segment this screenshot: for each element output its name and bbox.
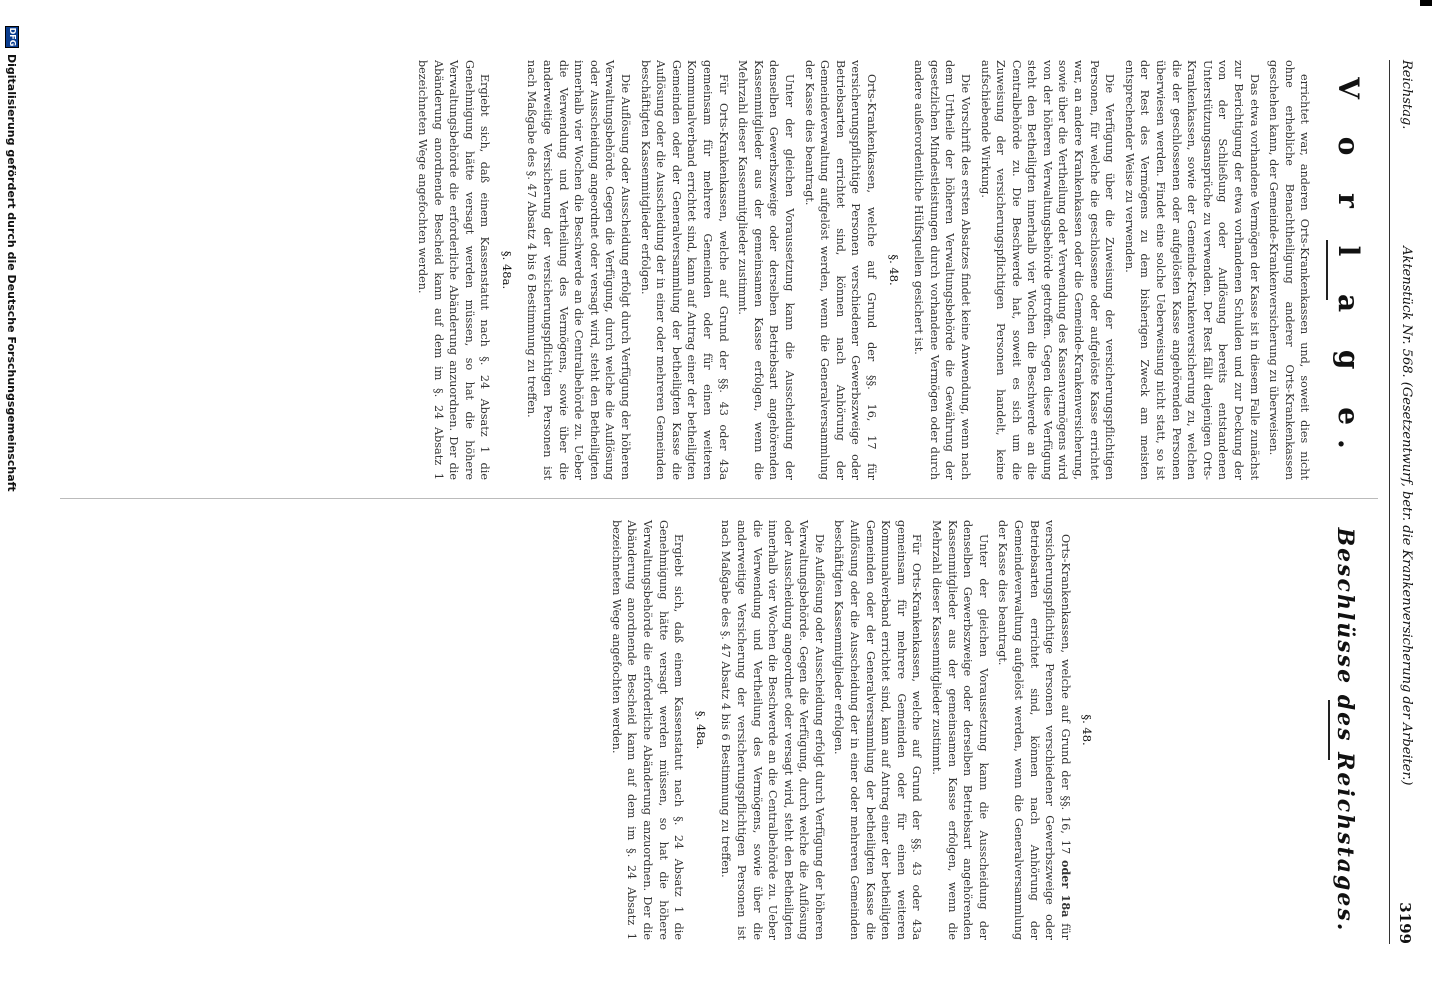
body-text-block: Die Verfügung über die Zuweisung der versicherungspflichtigen Personen, für welche die geschlossene oder aufgelöste Kasse errichtet war, an andere Krankenkassen oder die Gemeinde-Krankenversicherung, sowie über die Vertheilung oder Verwendung des Kassenvermögens wird von der höheren Verwaltungsbehörde getroffen. Gegen diese Verfügung steht den Betheiligten innerhalb vier Wochen die Beschwerde an die Centralbehörde zu. Die Beschwerde hat, soweit es sich um die Zuweisung der versicherungspflichtigen Personen handelt, keine aufschiebende Wirkung. bbox=[978, 60, 1117, 480]
body-text-block: errichtet war, anderen Orts-Krankenkassen und, soweit dies nicht ohne erhebliche Benachtheiligung anderer Orts-Krankenkassen geschehen kann, der Gemeinde-Krankenversicherung zu überweisen. bbox=[1267, 60, 1312, 480]
section-heading: §. 48. bbox=[1080, 714, 1095, 746]
blank-space bbox=[1104, 520, 1314, 940]
body-text-block: Ergiebt sich, daß einem Kassenstatut nach §. 24 Absatz 1 die Genehmigung hätte versagt werden müssen, so hat die höhere Verwaltungsbehörde die erforderliche Abänderung anzuordnen. Der die Abänderung anordnende Bescheid kann auf dem im §. 24 Absatz 1 bezeichneten Wege angefochten werden. bbox=[415, 60, 492, 480]
column-divider bbox=[60, 498, 1378, 499]
body-text-block: Für Orts-Krankenkassen, welche auf Grund der §§. 43 oder 43a gemeinsam für mehrere Gemeinden oder für einen weiteren Kommunalverband errichtet sind, kann auf Antrag einer der betheiligten Gemeinden oder der Generalversammlung der betheiligten Kasse die Auflösung oder die Ausscheidung der in einer oder mehreren Gemeinden beschäftigten Kassenmitglieder erfolgen. bbox=[638, 60, 730, 480]
body-text-block: Die Auflösung oder Ausscheidung erfolgt durch Verfügung der höheren Verwaltungsbehörde. Gegen die Verfügung, durch welche die Auflösung oder Ausscheidung angeordnet oder versagt wird, steht den Betheiligten innerhalb vier Wochen die Beschwerde an die Centralbehörde zu. Ueber die Verwendung und Vertheilung des Vermögens, sowie über die anderweitige Versicherung der versicherungspflichtigen Personen ist nach Maßgabe des §. 47 Absatz 4 bis 6 Bestimmung zu treffen. bbox=[719, 520, 826, 940]
body-text-block: Ergiebt sich, daß einem Kassenstatut nach §. 24 Absatz 1 die Genehmigung hätte versagt werden müssen, so hat die höhere Verwaltungsbehörde die erforderliche Abänderung anzuordnen. Der die Abänderung anordnende Bescheid kann auf dem im §. 24 Absatz 1 bezeichneten Wege angefochten werden. bbox=[609, 520, 686, 940]
section-heading: §. 48a. bbox=[499, 250, 514, 290]
section-heading: §. 48. bbox=[886, 254, 901, 286]
left-column-vorlage bbox=[40, 60, 1378, 480]
body-text-block: Die Vorschrift des ersten Absatzes findet keine Anwendung, wenn nach dem Urtheile der höheren Verwaltungsbehörde die Gewährung der gesetzlichen Mindestleistungen durch vorhandene Vermögen oder durch andere außerordentliche Hülfsquellen gesichert ist. bbox=[912, 60, 972, 480]
body-text-block: Das etwa vorhandene Vermögen der Kasse ist in diesem Falle zunächst zur Berichtigung der etwa vorhandenen Schulden und zur Deckung der von der Schließung oder Auflösung bereits entstandenen Unterstützungsansprüche zu verwenden. Der Rest fällt denjenigen Orts-Krankenkassen, sowie der Gemeinde-Krankenversicherung zu, welchen die der geschlossenen oder aufgelösten Kasse angehörenden Personen überwiesen werden. Findet eine solche Ueberweisung nicht statt, so ist der Rest des Vermögens zu dem bisherigen Zweck am meisten entsprechender Weise zu verwenden. bbox=[1122, 60, 1261, 480]
page-header bbox=[1389, 60, 1414, 944]
title-rule bbox=[1328, 700, 1330, 760]
digitization-footer bbox=[0, 0, 24, 1000]
body-text-block: Unter der gleichen Voraussetzung kann die Ausscheidung der denselben Gewerbszweige oder derselben Betriebsart angehörenden Kassenmitglieder aus der gemeinsamen Kasse erfolgen, wenn die Mehrzahl dieser Kassenmitglieder zustimmt. bbox=[736, 60, 796, 480]
body-text-block: Die Auflösung oder Ausscheidung erfolgt durch Verfügung der höheren Verwaltungsbehörde. Gegen die Verfügung, durch welche die Auflösung oder Ausscheidung angeordnet oder versagt wird, steht den Betheiligten innerhalb vier Wochen die Beschwerde an die Centralbehörde zu. Ueber die Verwendung und Vertheilung des Vermögens, sowie über die anderweitige Versicherung der versicherungspflichtigen Personen ist nach Maßgabe des §. 47 Absatz 4 bis 6 Bestimmung zu treffen. bbox=[525, 60, 633, 480]
body-text-block: Für Orts-Krankenkassen, welche auf Grund der §§. 43 oder 43a gemeinsam für mehrere Gemeinden oder für einen weiteren Kommunalverband errichtet sind, kann auf Antrag einer der betheiligten Gemeinden oder der Generalversammlung der betheiligten Kasse die Auflösung oder die Ausscheidung der in einer oder mehreren Gemeinden beschäftigten Kassenmitglieder erfolgen. bbox=[832, 520, 924, 940]
left-column-title: V o r l a g e. bbox=[1332, 77, 1365, 463]
header-center: Aktenstück Nr. 568. (Gesetzentwurf, betr. die Krankenversicherung der Arbeiter.) bbox=[1399, 246, 1414, 786]
right-column-beschluesse bbox=[40, 520, 1378, 940]
section-heading: §. 48a. bbox=[693, 710, 708, 750]
body-text-block: Orts-Krankenkassen, welche auf Grund der §§. 16, 17 oder 18a für versicherungspflichtige Personen verschiedener Gewerbszweige oder Betriebsarten errichtet sind, können nach Anhörung der Gemeindeverwaltung aufgelöst werden, wenn die Generalversammlung der Kasse dies beantragt. bbox=[996, 520, 1073, 940]
scan-corner-mark bbox=[1420, 0, 1432, 6]
body-text-block: Unter der gleichen Voraussetzung kann die Ausscheidung der denselben Gewerbszweige oder derselben Betriebsart angehörenden Kassenmitglieder aus der gemeinsamen Kasse erfolgen, wenn die Mehrzahl dieser Kassenmitglieder zustimmt. bbox=[930, 520, 990, 940]
page-number: 3199 bbox=[1396, 902, 1414, 944]
title-rule bbox=[1326, 240, 1328, 300]
dfg-logo: DFG bbox=[5, 26, 19, 48]
footer-text: Digitalisierung gefördert durch die Deutsche Forschungsgemeinschaft bbox=[5, 54, 19, 492]
header-left: Reichstag. bbox=[1399, 60, 1414, 130]
right-column-title: Beschlüsse des Reichstages. bbox=[1332, 527, 1358, 933]
body-text-block: Orts-Krankenkassen, welche auf Grund der §§. 16, 17 für versicherungspflichtige Personen verschiedener Gewerbszweige oder Betriebsarten errichtet sind, können nach Anhörung der Gemeindeverwaltung aufgelöst werden, wenn die Generalversammlung der Kasse dies beantragt. bbox=[802, 60, 878, 480]
